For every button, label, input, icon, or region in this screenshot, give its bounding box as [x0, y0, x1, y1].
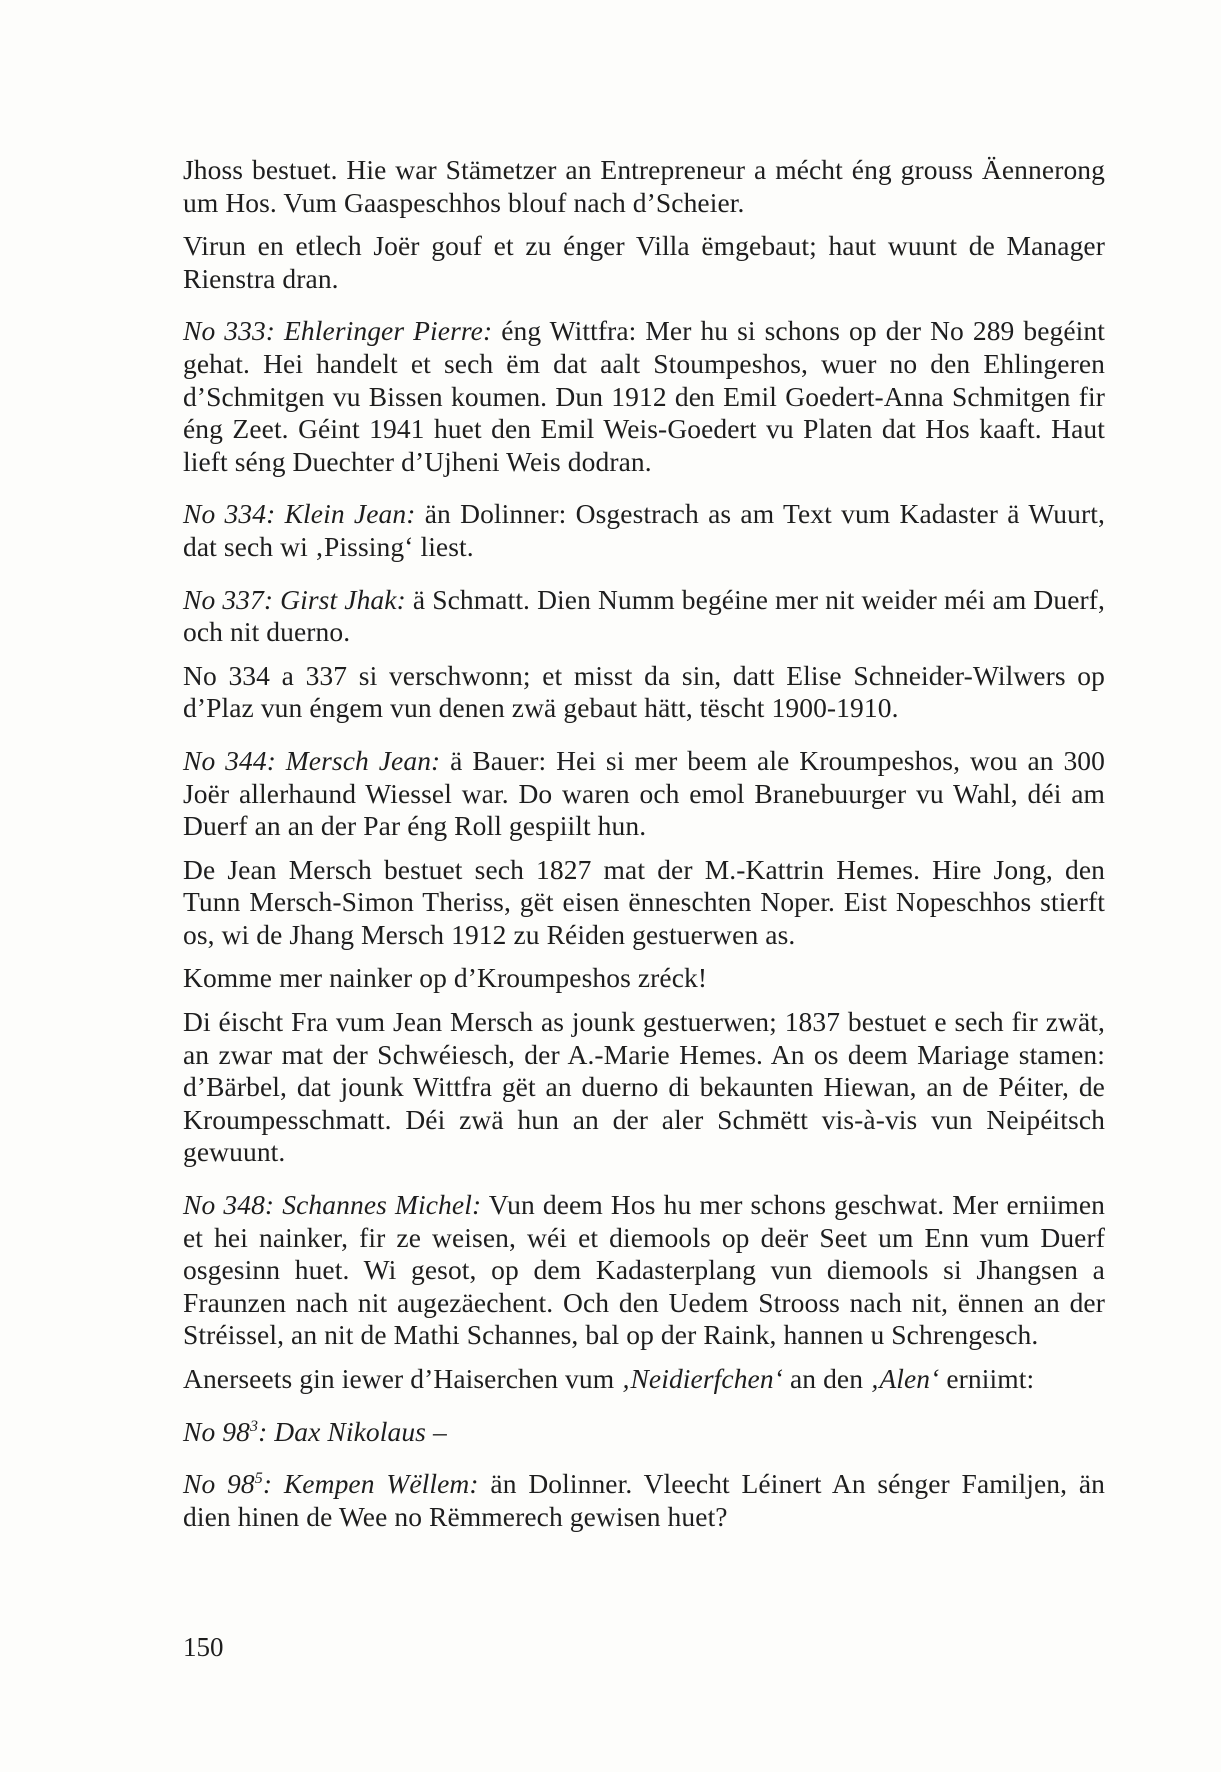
entry-number: No 98	[183, 1468, 255, 1500]
paragraph: Di éischt Fra vum Jean Mersch as jounk gestuerwen; 1837 bestuet e sech fir zwät, an zwar mat der Schwéiesch, der A.-Marie Hemes. An os deem Mariage stamen: d’Bärbel, dat jounk Wittfra gët an duerno di bekaunten Hiewan, an de Péiter, de Kroumpesschmatt. Déi zwä hun an der aler Schmëtt vis-à-vis vun Neipéitsch gewuunt.	[183, 1006, 1105, 1168]
paragraph: De Jean Mersch bestuet sech 1827 mat der M.-Kattrin Hemes. Hire Jong, den Tunn Mersch-Simon Theriss, gët eisen ënneschten Noper. Eist Nopeschhos stierft os, wi de Jhang Mersch 1912 zu Réiden gestuerwen as.	[183, 853, 1105, 950]
paragraph	[183, 315, 1105, 478]
page-number: 150	[183, 1632, 224, 1662]
entry-name: : Dax Nikolaus –	[258, 1415, 447, 1447]
entry-label	[183, 1416, 447, 1447]
entry-text: éng Wittfra: Mer hu si schons op der No 289 begéint gehat. Hei handelt et sech ëm dat aalt Stoumpeshos, wuer no den Ehlingeren d’Schmitgen vu Bissen koumen. Dun 1912 den Emil Goedert-Anna Schmitgen fir éng Zeet. Géint 1941 huet den Emil Weis-Goedert vu Platen dat Hos kaaft. Haut lieft séng Duechter d’Ujheni Weis dodran.	[183, 315, 1106, 477]
entry-text: ä Schmatt. Dien Numm begéine mer nit weider méi am Duerf, och nit duerno.	[183, 583, 1105, 648]
entry-name: : Kempen Wëllem:	[262, 1468, 479, 1500]
text: erniimt:	[939, 1363, 1035, 1394]
superscript: 3	[249, 1417, 259, 1435]
paragraph: Virun en etlech Joër gouf et zu énger Villa ëmgebaut; haut wuunt de Manager Rienstra dran.	[183, 230, 1105, 294]
paragraph	[183, 1468, 1105, 1533]
paragraph	[183, 1189, 1105, 1352]
entry-label: No 348: Schannes Michel:	[183, 1189, 482, 1221]
paragraph	[183, 745, 1105, 843]
entry-label	[183, 1468, 479, 1499]
entry-label: No 337: Girst Jhak:	[183, 583, 406, 615]
paragraph	[183, 498, 1105, 563]
paragraph: Komme mer nainker op d’Kroumpeshos zréck!	[183, 962, 708, 994]
emphasis: ‚Alen‘	[870, 1363, 940, 1394]
entry-label: No 334: Klein Jean:	[183, 498, 416, 530]
entry-number: No 98	[183, 1415, 250, 1447]
entry-text: Vun deem Hos hu mer schons geschwat. Mer erniimen et hei nainker, fir ze weisen, wéi et diemools op deër Seet um Enn vum Duerf osgesinn huet. Wi gesot, op dem Kadasterplang vun diemools si Jhangsen a Fraunzen nach nit augezäechent. Och den Uedem Strooss nach nit, ënnen an der Stréissel, an nit de Mathi Schannes, bal op der Raink, hannen u Schrengesch.	[183, 1189, 1105, 1351]
text: an den	[782, 1363, 871, 1394]
superscript: 5	[254, 1470, 263, 1488]
paragraph	[183, 1416, 1105, 1449]
entry-text: än Dolinner. Vleecht Léinert An sénger Familjen, än dien hinen de Wee no Rëmmerech gewisen huet?	[183, 1468, 1105, 1532]
text: Anerseets gin iewer d’Haiserchen vum	[183, 1363, 622, 1394]
emphasis: ‚Neidierfchen‘	[621, 1363, 783, 1394]
entry-label: No 333: Ehleringer Pierre:	[183, 315, 493, 347]
paragraph: No 334 a 337 si verschwonn; et misst da sin, datt Elise Schneider-Wilwers op d’Plaz vun éngem vun denen zwä gebaut hätt, tëscht 1900-1910.	[183, 659, 1105, 724]
entry-label: No 344: Mersch Jean:	[183, 744, 441, 776]
paragraph: Jhoss bestuet. Hie war Stämetzer an Entrepreneur a mécht éng grouss Äennerong um Hos. Vum Gaaspeschhos blouf nach d’Scheier.	[183, 154, 1105, 218]
document-body	[183, 154, 1105, 1544]
entry-text: ä Bauer: Hei si mer beem ale Kroumpeshos, wou an 300 Joër allerhaund Wiessel war. Do waren och emol Branebuurger vu Wahl, déi am Duerf an an der Par éng Roll gespiilt hun.	[183, 744, 1106, 842]
paragraph	[183, 1363, 1105, 1396]
paragraph	[183, 584, 1105, 649]
entry-text: än Dolinner: Osgestrach as am Text vum Kadaster ä Wuurt, dat sech wi ‚Pissing‘ liest.	[183, 498, 1105, 562]
